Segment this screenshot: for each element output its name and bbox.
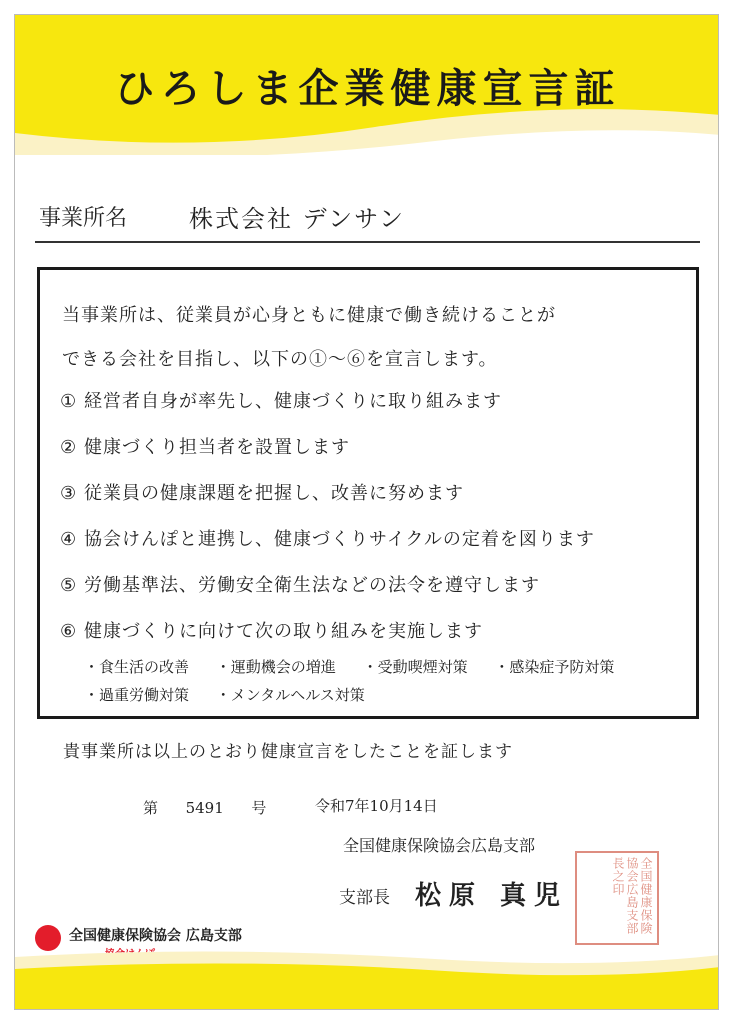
sub-items bbox=[84, 656, 636, 712]
number-suffix: 号 bbox=[251, 799, 267, 817]
item-text: 従業員の健康課題を把握し、改善に努めます bbox=[84, 483, 464, 504]
item-number: ④ bbox=[60, 529, 78, 550]
sub-item: ・受動喫煙対策 bbox=[362, 658, 468, 676]
sub-items-row-2 bbox=[84, 684, 636, 712]
item-number: ⑤ bbox=[60, 575, 78, 596]
declaration-item-5 bbox=[60, 571, 595, 617]
certification-statement: 貴事業所は以上のとおり健康宣言をしたことを証します bbox=[63, 742, 513, 762]
office-name: 株式会社 デンサン bbox=[189, 205, 405, 233]
issue-date: 令和7年10月14日 bbox=[315, 797, 438, 815]
item-text: 労働基準法、労働安全衛生法などの法令を遵守します bbox=[84, 575, 540, 596]
sub-item: ・食生活の改善 bbox=[84, 658, 190, 676]
declaration-item-2 bbox=[60, 433, 595, 479]
item-number: ① bbox=[60, 391, 78, 412]
sub-item: ・感染症予防対策 bbox=[494, 658, 615, 676]
sub-item: ・メンタルヘルス対策 bbox=[215, 686, 365, 704]
item-number: ③ bbox=[60, 483, 78, 504]
logo-main-text: 全国健康保険協会 広島支部 bbox=[69, 928, 242, 944]
declaration-item-3 bbox=[60, 479, 595, 525]
intro-line-2: できる会社を目指し、以下の①～⑥を宣言します。 bbox=[62, 349, 498, 370]
certificate-number bbox=[143, 797, 266, 818]
item-number: ② bbox=[60, 437, 78, 458]
number-value: 5491 bbox=[185, 799, 224, 817]
declaration-items bbox=[60, 387, 595, 663]
item-text: 健康づくり担当者を設置します bbox=[84, 437, 350, 458]
sub-item: ・過重労働対策 bbox=[84, 686, 190, 704]
intro-line-1: 当事業所は、従業員が心身ともに健康で働き続けることが bbox=[62, 305, 556, 326]
certificate-title: ひろしま企業健康宣言証 bbox=[114, 65, 621, 112]
logo-mark-icon bbox=[35, 925, 61, 951]
office-label: 事業所名 bbox=[39, 206, 128, 231]
official-seal: 全国健康保険協会広島支部長之印 bbox=[575, 851, 659, 945]
certificate-frame bbox=[14, 14, 719, 1010]
office-row bbox=[39, 201, 699, 241]
sub-items-row-1 bbox=[84, 656, 636, 684]
item-text: 健康づくりに向けて次の取り組みを実施します bbox=[84, 621, 483, 642]
sub-item: ・運動機会の増進 bbox=[215, 658, 336, 676]
office-underline bbox=[35, 241, 700, 243]
item-text: 経営者自身が率先し、健康づくりに取り組みます bbox=[84, 391, 502, 412]
declaration-box bbox=[37, 267, 699, 719]
bottom-yellow-band bbox=[15, 949, 719, 1009]
declaration-intro bbox=[62, 294, 682, 382]
declaration-item-4 bbox=[60, 525, 595, 571]
declaration-item-1 bbox=[60, 387, 595, 433]
item-number: ⑥ bbox=[60, 621, 78, 642]
number-prefix: 第 bbox=[143, 799, 159, 817]
item-text: 協会けんぽと連携し、健康づくりサイクルの定着を図ります bbox=[84, 529, 595, 550]
issuer-name: 全国健康保険協会広島支部 bbox=[343, 836, 536, 855]
signatory-name: 松原 真児 bbox=[415, 881, 569, 911]
signatory-title: 支部長 bbox=[339, 888, 390, 908]
